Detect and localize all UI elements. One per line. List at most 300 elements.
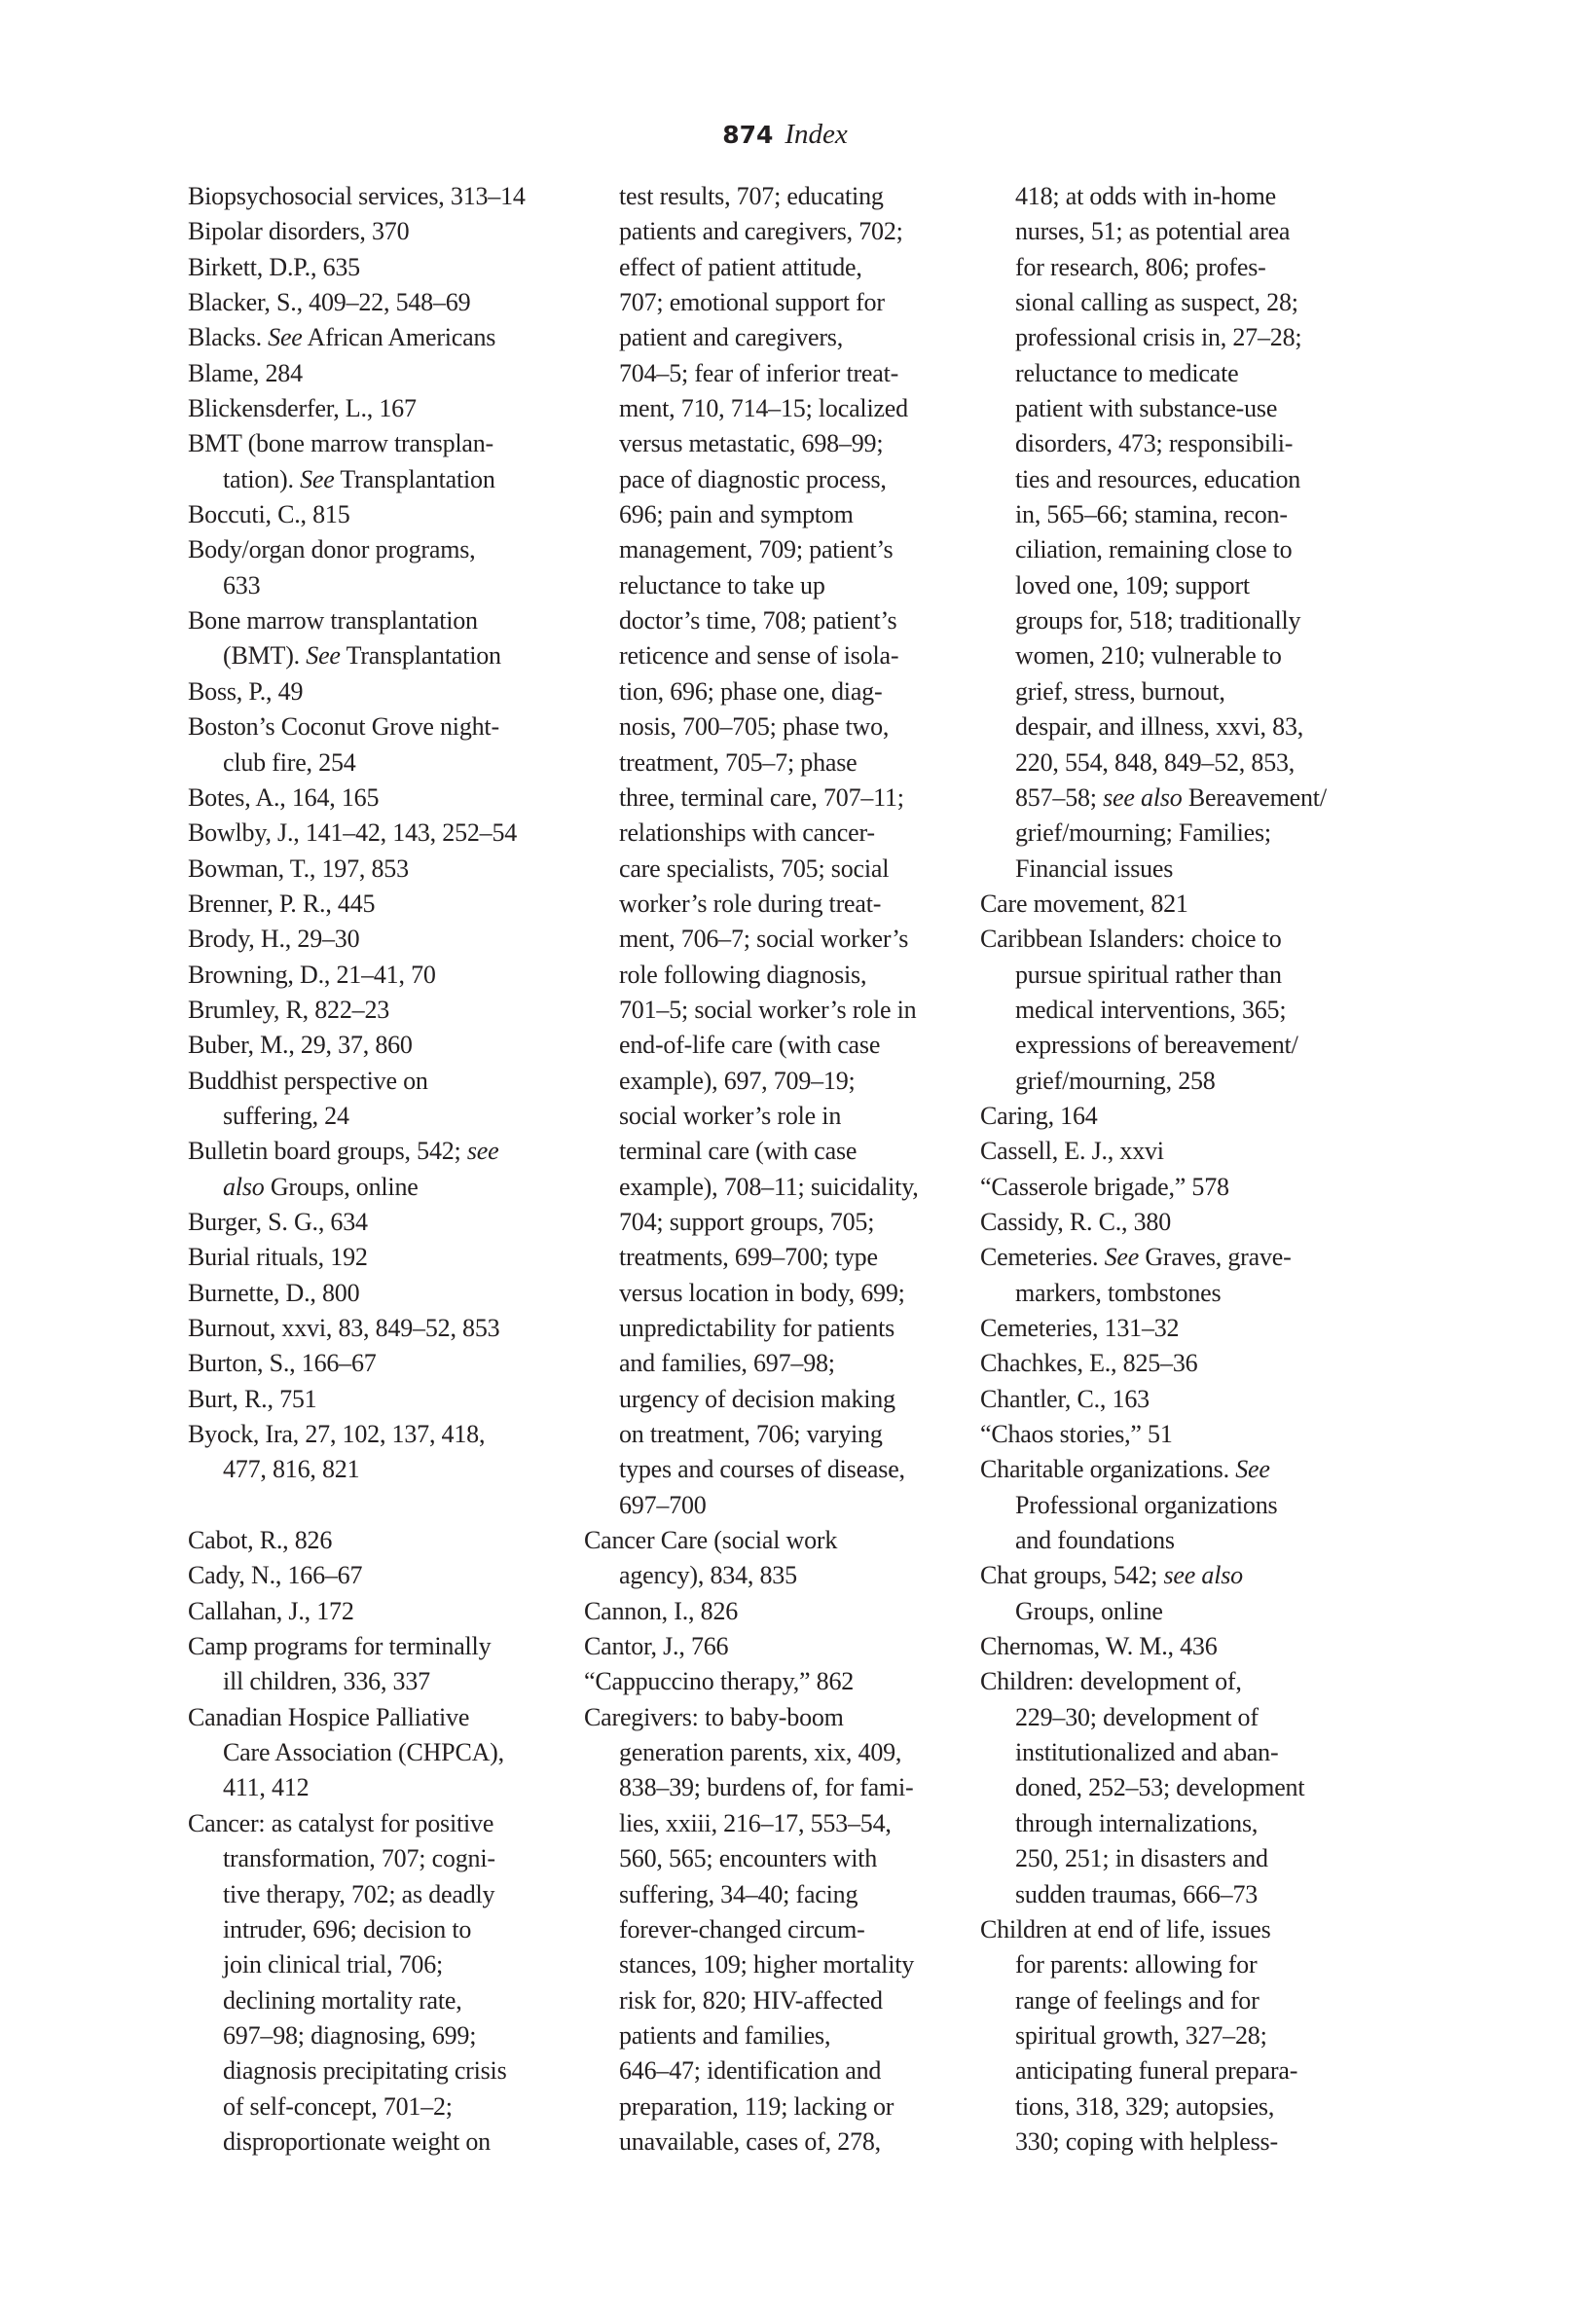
index-continuation-line xyxy=(980,250,1369,285)
index-continuation-line xyxy=(188,745,577,781)
section-title: Index xyxy=(785,119,848,150)
index-continuation-line xyxy=(980,1523,1369,1558)
index-entry-line xyxy=(980,1558,1369,1593)
index-entry-line xyxy=(188,1028,577,1063)
index-continuation-line xyxy=(980,709,1369,744)
index-continuation-line xyxy=(584,2089,973,2124)
index-text: nosis, 700–705; phase two, xyxy=(619,712,890,742)
index-continuation-line xyxy=(584,179,973,214)
index-text: Care Association (CHPCA), xyxy=(223,1738,504,1767)
index-entry-line xyxy=(188,356,577,391)
index-entry-line xyxy=(188,1417,577,1452)
index-text: tion, 696; phase one, diag- xyxy=(619,676,883,706)
index-text: 229–30; development of xyxy=(1015,1702,1259,1731)
index-continuation-line xyxy=(188,638,577,673)
index-text: suffering, 24 xyxy=(223,1101,349,1130)
cross-reference-label: see xyxy=(466,1137,499,1166)
index-text: Blacker, S., 409–22, 548–69 xyxy=(188,288,471,317)
index-text: versus metastatic, 698–99; xyxy=(619,429,884,458)
index-continuation-line xyxy=(980,568,1369,603)
index-continuation-line xyxy=(980,993,1369,1028)
index-entry-line xyxy=(188,709,577,744)
index-continuation-line xyxy=(980,1276,1369,1311)
index-text: spiritual growth, 327–28; xyxy=(1015,2020,1267,2050)
index-continuation-line xyxy=(188,1170,577,1205)
index-entry-line xyxy=(188,391,577,426)
index-continuation-line xyxy=(188,2053,577,2088)
index-text: women, 210; vulnerable to xyxy=(1015,641,1282,671)
index-text: Transplantation xyxy=(334,464,495,493)
index-text: 220, 554, 848, 849–52, 853, xyxy=(1015,747,1296,777)
index-text: ment, 710, 714–15; localized xyxy=(619,394,908,423)
index-text: Chat groups, 542; xyxy=(980,1561,1164,1590)
index-text: Cantor, J., 766 xyxy=(584,1632,729,1661)
index-continuation-line xyxy=(584,568,973,603)
index-entry-line xyxy=(584,1700,973,1735)
index-text: forever-changed circum- xyxy=(619,1914,865,1943)
index-continuation-line xyxy=(584,1558,973,1593)
index-entry-line xyxy=(980,1417,1369,1452)
index-text: Chernomas, W. M., 436 xyxy=(980,1632,1218,1661)
index-text: Burial rituals, 192 xyxy=(188,1243,368,1272)
index-continuation-line xyxy=(584,1488,973,1523)
index-text: Burton, S., 166–67 xyxy=(188,1349,377,1378)
index-text: stances, 109; higher mortality xyxy=(619,1950,915,1979)
index-entry-line xyxy=(188,1382,577,1417)
cross-reference-label: See xyxy=(306,641,341,671)
index-text: Burt, R., 751 xyxy=(188,1384,317,1413)
index-text: Care movement, 821 xyxy=(980,889,1188,918)
running-head xyxy=(0,115,1570,155)
index-continuation-line xyxy=(584,1170,973,1205)
index-text: Groups, online xyxy=(1015,1596,1163,1625)
cross-reference-label: See xyxy=(268,323,303,352)
index-text: reluctance to medicate xyxy=(1015,358,1239,387)
index-text: Chantler, C., 163 xyxy=(980,1384,1150,1413)
index-text: Botes, A., 164, 165 xyxy=(188,782,380,812)
index-text: example), 697, 709–19; xyxy=(619,1066,856,1095)
index-text: management, 709; patient’s xyxy=(619,535,894,564)
index-continuation-line xyxy=(980,638,1369,673)
index-continuation-line xyxy=(188,1877,577,1912)
index-text: Chachkes, E., 825–36 xyxy=(980,1349,1198,1378)
index-entry-line xyxy=(188,603,577,638)
index-text: Transplantation xyxy=(340,641,501,671)
index-continuation-line xyxy=(980,1877,1369,1912)
index-entry-line xyxy=(188,922,577,957)
index-text: 330; coping with helpless- xyxy=(1015,2126,1278,2156)
index-text: Groups, online xyxy=(264,1172,419,1201)
index-text: 633 xyxy=(223,570,261,599)
index-text: pursue spiritual rather than xyxy=(1015,960,1282,989)
index-text: 697–98; diagnosing, 699; xyxy=(223,2020,477,2050)
index-text: Boccuti, C., 815 xyxy=(188,500,350,529)
index-entry-line xyxy=(188,214,577,249)
index-entry-line xyxy=(980,1099,1369,1134)
index-column-1 xyxy=(188,179,577,2160)
index-text: Browning, D., 21–41, 70 xyxy=(188,960,436,989)
index-continuation-line xyxy=(584,1382,973,1417)
index-text: despair, and illness, xxvi, 83, xyxy=(1015,712,1304,742)
index-continuation-line xyxy=(980,2089,1369,2124)
index-text: groups for, 518; traditionally xyxy=(1015,606,1301,635)
index-continuation-line xyxy=(188,1735,577,1770)
index-continuation-line xyxy=(584,1983,973,2018)
index-text: 411, 412 xyxy=(223,1773,310,1802)
index-continuation-line xyxy=(188,1983,577,2018)
index-text: declining mortality rate, xyxy=(223,1985,462,2015)
index-text: Byock, Ira, 27, 102, 137, 418, xyxy=(188,1420,486,1449)
index-text: types and courses of disease, xyxy=(619,1455,905,1484)
index-continuation-line xyxy=(980,1064,1369,1099)
index-text: Burnette, D., 800 xyxy=(188,1278,360,1307)
index-continuation-line xyxy=(980,1700,1369,1735)
index-continuation-line xyxy=(188,2124,577,2160)
index-text: Buddhist perspective on xyxy=(188,1066,428,1095)
index-text: grief, stress, burnout, xyxy=(1015,676,1225,706)
index-continuation-line xyxy=(584,214,973,249)
index-text: tions, 318, 329; autopsies, xyxy=(1015,2091,1275,2121)
index-continuation-line xyxy=(584,2018,973,2053)
index-continuation-line xyxy=(188,2018,577,2053)
index-entry-line xyxy=(980,922,1369,957)
index-entry-line xyxy=(188,285,577,320)
index-text: and foundations xyxy=(1015,1526,1175,1555)
index-continuation-line xyxy=(980,1806,1369,1841)
index-continuation-line xyxy=(980,214,1369,249)
index-text: “Casserole brigade,” 578 xyxy=(980,1172,1229,1201)
index-text: nurses, 51; as potential area xyxy=(1015,217,1291,246)
index-text: Burnout, xxvi, 83, 849–52, 853 xyxy=(188,1314,500,1342)
index-text: sudden traumas, 666–73 xyxy=(1015,1879,1259,1908)
index-continuation-line xyxy=(188,1099,577,1134)
index-continuation-line xyxy=(584,993,973,1028)
index-text: Caring, 164 xyxy=(980,1101,1098,1130)
index-text: Bereavement/ xyxy=(1182,782,1327,812)
index-text: intruder, 696; decision to xyxy=(223,1914,472,1943)
index-continuation-line xyxy=(980,674,1369,709)
index-text: Charitable organizations. xyxy=(980,1455,1236,1484)
index-text: Cannon, I., 826 xyxy=(584,1596,739,1625)
index-continuation-line xyxy=(584,1099,973,1134)
index-entry-line xyxy=(584,1664,973,1699)
index-text: urgency of decision making xyxy=(619,1384,895,1413)
index-continuation-line xyxy=(188,1452,577,1487)
index-continuation-line xyxy=(584,1311,973,1346)
index-text: Body/organ donor programs, xyxy=(188,535,476,564)
index-column-3 xyxy=(980,179,1369,2160)
index-entry-line xyxy=(188,958,577,993)
index-text: Brumley, R, 822–23 xyxy=(188,995,390,1024)
index-text: and families, 697–98; xyxy=(619,1349,835,1378)
index-text: risk for, 820; HIV-affected xyxy=(619,1985,883,2015)
index-text: in, 565–66; stamina, recon- xyxy=(1015,500,1288,529)
index-text: ill children, 336, 337 xyxy=(223,1667,430,1696)
index-text: (BMT). xyxy=(223,641,307,671)
index-text: 696; pain and symptom xyxy=(619,500,854,529)
index-text: 701–5; social worker’s role in xyxy=(619,995,917,1024)
index-continuation-line xyxy=(584,391,973,426)
cross-reference-label: See xyxy=(1104,1243,1140,1272)
index-entry-line xyxy=(584,1523,973,1558)
index-continuation-line xyxy=(584,356,973,391)
index-entry-line xyxy=(188,781,577,816)
index-text: Graves, grave- xyxy=(1139,1243,1292,1272)
index-continuation-line xyxy=(188,1947,577,1982)
index-text: role following diagnosis, xyxy=(619,960,867,989)
index-text: Bipolar disorders, 370 xyxy=(188,217,410,246)
index-text: 857–58; xyxy=(1015,782,1104,812)
index-text: Biopsychosocial services, 313–14 xyxy=(188,182,526,210)
index-text: ciliation, remaining close to xyxy=(1015,535,1293,564)
index-text: Bowman, T., 197, 853 xyxy=(188,853,409,883)
index-continuation-line xyxy=(584,285,973,320)
index-text: club fire, 254 xyxy=(223,747,356,777)
index-text: patient with substance-use xyxy=(1015,394,1278,423)
section-break xyxy=(188,1488,577,1523)
index-continuation-line xyxy=(980,2124,1369,2160)
index-continuation-line xyxy=(584,887,973,922)
index-text: 838–39; burdens of, for fami- xyxy=(619,1773,914,1802)
index-continuation-line xyxy=(584,1028,973,1063)
index-continuation-line xyxy=(584,320,973,355)
index-text: Bowlby, J., 141–42, 143, 252–54 xyxy=(188,818,518,848)
index-text: Cancer Care (social work xyxy=(584,1526,838,1555)
index-continuation-line xyxy=(584,816,973,851)
index-text: 704; support groups, 705; xyxy=(619,1207,875,1236)
index-text: Blacks. xyxy=(188,323,269,352)
index-text: end-of-life care (with case xyxy=(619,1031,881,1060)
index-continuation-line xyxy=(188,1912,577,1947)
index-continuation-line xyxy=(980,852,1369,887)
index-text: unavailable, cases of, 278, xyxy=(619,2126,881,2156)
index-continuation-line xyxy=(980,356,1369,391)
index-text: loved one, 109; support xyxy=(1015,570,1250,599)
cross-reference-label: see also xyxy=(1163,1561,1243,1590)
index-text: patients and caregivers, 702; xyxy=(619,217,903,246)
page-number: 874 xyxy=(722,121,774,149)
index-text: Financial issues xyxy=(1015,853,1174,883)
index-entry-line xyxy=(980,1452,1369,1487)
index-text: of self-concept, 701–2; xyxy=(223,2091,453,2121)
index-text: for research, 806; profes- xyxy=(1015,252,1266,281)
index-text: medical interventions, 365; xyxy=(1015,995,1287,1024)
index-continuation-line xyxy=(584,532,973,567)
index-entry-line xyxy=(980,1382,1369,1417)
index-entry-line xyxy=(188,1134,577,1169)
index-entry-line xyxy=(188,1311,577,1346)
index-continuation-line xyxy=(980,958,1369,993)
index-text: through internalizations, xyxy=(1015,1808,1259,1837)
index-entry-line xyxy=(980,1629,1369,1664)
index-text: BMT (bone marrow transplan- xyxy=(188,429,493,458)
index-continuation-line xyxy=(584,250,973,285)
index-continuation-line xyxy=(584,1064,973,1099)
index-text: Cancer: as catalyst for positive xyxy=(188,1808,494,1837)
index-entry-line xyxy=(188,1629,577,1664)
index-continuation-line xyxy=(980,426,1369,461)
index-text: Boston’s Coconut Grove night- xyxy=(188,712,499,742)
index-text: Brenner, P. R., 445 xyxy=(188,889,376,918)
index-entry-line xyxy=(188,1346,577,1381)
index-text: Cemeteries. xyxy=(980,1243,1105,1272)
index-text: care specialists, 705; social xyxy=(619,853,890,883)
index-entry-line xyxy=(188,887,577,922)
index-entry-line xyxy=(188,532,577,567)
index-text: institutionalized and aban- xyxy=(1015,1738,1279,1767)
index-continuation-line xyxy=(980,745,1369,781)
index-text: on treatment, 706; varying xyxy=(619,1420,883,1449)
index-text: Bone marrow transplantation xyxy=(188,606,478,635)
index-text: Cabot, R., 826 xyxy=(188,1526,333,1555)
index-continuation-line xyxy=(584,674,973,709)
index-continuation-line xyxy=(584,1240,973,1275)
index-text: Cassell, E. J., xxvi xyxy=(980,1137,1164,1166)
index-continuation-line xyxy=(584,1947,973,1982)
index-entry-line xyxy=(188,852,577,887)
index-text: ties and resources, education xyxy=(1015,464,1301,493)
index-text: grief/mourning, 258 xyxy=(1015,1066,1216,1095)
index-continuation-line xyxy=(188,2089,577,2124)
index-continuation-line xyxy=(980,816,1369,851)
index-entry-line xyxy=(980,1170,1369,1205)
index-entry-line xyxy=(188,1523,577,1558)
index-text: Birkett, D.P., 635 xyxy=(188,252,360,281)
index-text: Burger, S. G., 634 xyxy=(188,1207,368,1236)
index-entry-line xyxy=(188,320,577,355)
index-text: 707; emotional support for xyxy=(619,288,885,317)
index-text: treatments, 699–700; type xyxy=(619,1243,878,1272)
index-text: 560, 565; encounters with xyxy=(619,1844,878,1873)
index-continuation-line xyxy=(584,1346,973,1381)
index-entry-line xyxy=(980,1311,1369,1346)
index-continuation-line xyxy=(980,462,1369,497)
index-text: reluctance to take up xyxy=(619,570,825,599)
index-text: social worker’s role in xyxy=(619,1101,842,1130)
index-text: effect of patient attitude, xyxy=(619,252,862,281)
index-continuation-line xyxy=(584,1417,973,1452)
index-entry-line xyxy=(188,1700,577,1735)
index-continuation-line xyxy=(980,1841,1369,1876)
index-text: pace of diagnostic process, xyxy=(619,464,887,493)
index-entry-line xyxy=(188,1276,577,1311)
index-entry-line xyxy=(980,1134,1369,1169)
cross-reference-label: See xyxy=(1235,1455,1270,1484)
index-text: Cemeteries, 131–32 xyxy=(980,1314,1180,1342)
index-entry-line xyxy=(584,1594,973,1629)
index-text: for parents: allowing for xyxy=(1015,1950,1258,1979)
index-text: 250, 251; in disasters and xyxy=(1015,1844,1268,1873)
index-text: Caribbean Islanders: choice to xyxy=(980,925,1282,954)
index-text: diagnosis precipitating crisis xyxy=(223,2056,507,2086)
index-text: relationships with cancer- xyxy=(619,818,875,848)
index-continuation-line xyxy=(980,1983,1369,2018)
index-text: 477, 816, 821 xyxy=(223,1455,360,1484)
index-continuation-line xyxy=(980,603,1369,638)
index-text: doctor’s time, 708; patient’s xyxy=(619,606,897,635)
index-text: lies, xxiii, 216–17, 553–54, xyxy=(619,1808,892,1837)
index-text: Cassidy, R. C., 380 xyxy=(980,1207,1172,1236)
index-text: agency), 834, 835 xyxy=(619,1561,797,1590)
index-text: worker’s role during treat- xyxy=(619,889,882,918)
index-continuation-line xyxy=(980,320,1369,355)
index-continuation-line xyxy=(584,603,973,638)
index-text: Professional organizations xyxy=(1015,1490,1278,1519)
cross-reference-label: also xyxy=(223,1172,265,1201)
index-text: Children: development of, xyxy=(980,1667,1242,1696)
index-text: Canadian Hospice Palliative xyxy=(188,1702,470,1731)
index-text: generation parents, xix, 409, xyxy=(619,1738,902,1767)
index-entry-line xyxy=(980,887,1369,922)
index-entry-line xyxy=(188,1806,577,1841)
index-continuation-line xyxy=(584,852,973,887)
index-continuation-line xyxy=(584,958,973,993)
index-continuation-line xyxy=(188,1841,577,1876)
index-text: versus location in body, 699; xyxy=(619,1278,905,1307)
index-entry-line xyxy=(188,426,577,461)
index-text: African Americans xyxy=(302,323,496,352)
index-text: join clinical trial, 706; xyxy=(223,1950,444,1979)
index-continuation-line xyxy=(584,1452,973,1487)
index-entry-line xyxy=(188,674,577,709)
index-continuation-line xyxy=(980,285,1369,320)
index-continuation-line xyxy=(584,1205,973,1240)
index-text: example), 708–11; suicidality, xyxy=(619,1172,919,1201)
index-text: patients and families, xyxy=(619,2020,831,2050)
index-continuation-line xyxy=(188,462,577,497)
index-entry-line xyxy=(188,1240,577,1275)
index-continuation-line xyxy=(980,497,1369,532)
index-text: Bulletin board groups, 542; xyxy=(188,1137,467,1166)
index-continuation-line xyxy=(584,1912,973,1947)
index-text: tation). xyxy=(223,464,301,493)
index-text: transformation, 707; cogni- xyxy=(223,1844,495,1873)
index-continuation-line xyxy=(980,391,1369,426)
index-text: preparation, 119; lacking or xyxy=(619,2091,895,2121)
index-text: markers, tombstones xyxy=(1015,1278,1222,1307)
index-text: Callahan, J., 172 xyxy=(188,1596,354,1625)
index-entry-line xyxy=(980,1912,1369,1947)
index-text: doned, 252–53; development xyxy=(1015,1773,1305,1802)
index-text: 704–5; fear of inferior treat- xyxy=(619,358,899,387)
index-text: “Cappuccino therapy,” 862 xyxy=(584,1667,855,1696)
index-text: 697–700 xyxy=(619,1490,707,1519)
cross-reference-label: see also xyxy=(1103,782,1183,812)
index-continuation-line xyxy=(188,1770,577,1805)
index-continuation-line xyxy=(584,497,973,532)
index-entry-line xyxy=(584,1629,973,1664)
index-entry-line xyxy=(188,1205,577,1240)
index-continuation-line xyxy=(980,1028,1369,1063)
index-continuation-line xyxy=(980,1947,1369,1982)
index-text: “Chaos stories,” 51 xyxy=(980,1420,1173,1449)
index-text: expressions of bereavement/ xyxy=(1015,1031,1298,1060)
index-text: Cady, N., 166–67 xyxy=(188,1561,363,1590)
index-continuation-line xyxy=(584,1276,973,1311)
index-text: professional crisis in, 27–28; xyxy=(1015,323,1302,352)
index-text: three, terminal care, 707–11; xyxy=(619,782,904,812)
index-text: unpredictability for patients xyxy=(619,1314,895,1342)
index-text: terminal care (with case xyxy=(619,1137,858,1166)
index-text: suffering, 34–40; facing xyxy=(619,1879,858,1908)
index-text: disorders, 473; responsibili- xyxy=(1015,429,1294,458)
index-text: Boss, P., 49 xyxy=(188,676,304,706)
index-continuation-line xyxy=(980,1770,1369,1805)
index-continuation-line xyxy=(980,781,1369,816)
index-entry-line xyxy=(188,993,577,1028)
index-continuation-line xyxy=(584,1770,973,1805)
index-continuation-line xyxy=(584,638,973,673)
